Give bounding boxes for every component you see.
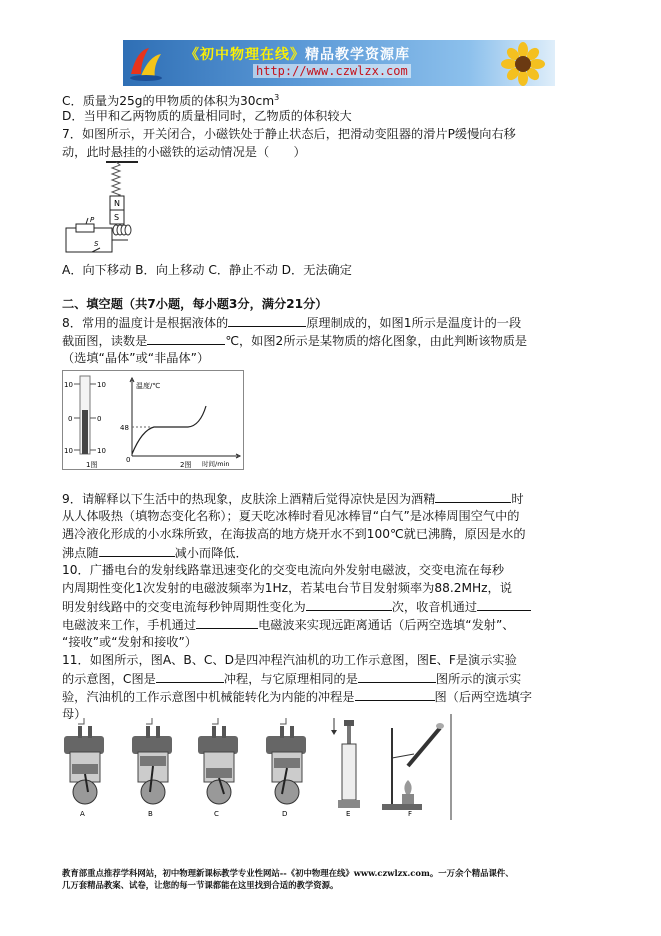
- thermo-tick-right-0: 0: [97, 415, 102, 423]
- q11-text-4: 验，汽油机的工作示意图中机械能转化为内能的冲程是: [62, 690, 355, 704]
- engine-strokes-figure: [62, 714, 452, 820]
- engine-label-d: D: [282, 810, 288, 818]
- q9-text-2: 时: [511, 492, 524, 506]
- thermo-tick-right-10: 10: [97, 381, 106, 389]
- thermo-tick-right-neg10: 10: [97, 447, 106, 455]
- q8-line-3: （选填“晶体”或“非晶体”）: [62, 351, 210, 365]
- q9-text-1: 9．请解释以下生活中的热现象，皮肤涂上酒精后觉得凉快是因为酒精: [62, 492, 436, 506]
- magnet-n-label: N: [114, 199, 120, 208]
- magnet-s-label: S: [114, 213, 120, 222]
- q7-line-2: 动，此时悬挂的小磁铁的运动情况是（ ）: [62, 145, 306, 159]
- switch-s-label: S: [94, 240, 99, 248]
- q9-blank-2[interactable]: [99, 544, 175, 557]
- q11-text-5: 图（后两空选填字: [434, 690, 532, 704]
- banner-title-main: 《初中物理在线》: [185, 47, 305, 63]
- q8-line-1: [62, 314, 521, 331]
- option-d-line: D．当甲和乙两物质的质量相同时，乙物质的体积较大: [62, 109, 352, 123]
- engine-stroke-d: [266, 726, 306, 804]
- figure-2-caption: 2图: [180, 461, 192, 469]
- q11-blank-3[interactable]: [355, 688, 435, 701]
- q9-line-1: [62, 490, 524, 507]
- q11-blank-2[interactable]: [358, 670, 436, 683]
- option-c-line: [62, 90, 279, 109]
- q11-blank-1[interactable]: [156, 670, 224, 683]
- q7-line-1: 7．如图所示，开关闭合，小磁铁处于静止状态后，把滑动变阻器的滑片P缓慢向右移: [62, 127, 516, 141]
- thermo-tick-left-0: 0: [68, 415, 73, 423]
- q11-line-3: [62, 688, 532, 705]
- thermo-tick-left-neg10: 10: [64, 447, 73, 455]
- q10-blank-2[interactable]: [477, 598, 531, 611]
- q10-line-3: [62, 598, 531, 615]
- q10-blank-3[interactable]: [196, 616, 258, 629]
- q9-blank-1[interactable]: [435, 490, 511, 503]
- engine-stroke-c: [198, 726, 238, 804]
- figure-1-caption: 1图: [86, 461, 98, 469]
- q10-line-1: 10．广播电台的发射线路靠迅速变化的交变电流向外发射电磁波，交变电流在每秒: [62, 563, 505, 577]
- demo-label-e: E: [346, 810, 351, 818]
- graph-xlabel: 时间/min: [202, 460, 230, 468]
- graph-origin-label: 0: [126, 456, 131, 464]
- q11-text-3: 图所示的演示实: [435, 672, 522, 686]
- q8-text-4: ℃，如图2所示是某物质的熔化图象，由此判断该物质是: [225, 334, 528, 348]
- sunflower-icon: [495, 42, 551, 86]
- header-banner: [123, 40, 555, 86]
- banner-title: [185, 44, 410, 64]
- q10-line-2: 内周期性变化1次发射的电磁波频率为1Hz，若某电台节目发射频率为88.2MHz，说: [62, 581, 512, 595]
- engine-stroke-b: [132, 726, 172, 804]
- footer-line-1: 教育部重点推荐学科网站，初中物理新课标教学专业性网站--《初中物理在线》www.czwlzx.com。一万余个精品课件、: [62, 868, 514, 878]
- engine-label-a: A: [80, 810, 85, 818]
- q9-text-3: 沸点随: [62, 546, 99, 560]
- q7-options: A．向下移动 B．向上移动 C．静止不动 D．无法确定: [62, 263, 352, 277]
- q10-text-3: 电磁波来工作，手机通过: [62, 618, 197, 632]
- q8-text-1: 8．常用的温度计是根据液体的: [62, 316, 229, 330]
- banner-url[interactable]: http://www.czwlzx.com: [253, 64, 411, 78]
- footer-line-2: 几万套精品教案、试卷，让您的每一节课都能在这里找到合适的教学资源。: [62, 880, 339, 890]
- q10-blank-1[interactable]: [306, 598, 392, 611]
- demo-e-piston: [331, 718, 360, 808]
- q11-line-4: 母）: [62, 707, 87, 721]
- q8-text-3: 截面图，读数是: [62, 334, 148, 348]
- thermo-tick-left-10: 10: [64, 381, 73, 389]
- q8-line-2: [62, 332, 527, 349]
- q8-blank-1[interactable]: [228, 314, 306, 327]
- cm3-superscript: 3: [274, 93, 280, 102]
- q11-text-2: 冲程，与它原理相同的是: [223, 672, 358, 686]
- q10-text-1: 明发射线路中的交变电流每秒钟周期性变化为: [62, 600, 306, 614]
- q10-line-4: [62, 616, 514, 633]
- circuit-figure: [62, 160, 144, 256]
- site-logo: [127, 44, 165, 82]
- option-c-text: C．质量为25g的甲物质的体积为30cm: [62, 94, 275, 109]
- demo-f-test-tube: [382, 723, 444, 810]
- graph-ylabel: 温度/℃: [136, 382, 161, 390]
- banner-title-sub: 精品教学资源库: [305, 47, 410, 63]
- q8-text-2: 原理制成的，如图1所示是温度计的一段: [306, 316, 522, 330]
- demo-label-f: F: [408, 810, 413, 818]
- q10-text-4: 电磁波来实现远距离通话（后两空选填“发射”、: [258, 618, 515, 632]
- slider-p-label: P: [90, 216, 95, 224]
- q9-line-3: 遇冷液化形成的小水珠所致，在海拔高的地方烧开水不到100℃就已沸腾，原因是水的: [62, 527, 526, 541]
- q8-blank-2[interactable]: [147, 332, 225, 345]
- q9-line-4: [62, 544, 248, 561]
- q10-text-2: 次，收音机通过: [391, 600, 478, 614]
- engine-label-b: B: [148, 810, 153, 818]
- q11-line-1: 11．如图所示，图A、B、C、D是四冲程汽油机的功工作示意图，图E、F是演示实验: [62, 653, 517, 667]
- q9-line-2: 从人体吸热（填物态变化名称）；夏天吃冰棒时看见冰棒冒“白气”是冰棒周围空气中的: [62, 509, 520, 523]
- q10-line-5: “接收”或“发射和接收”）: [62, 635, 197, 649]
- section-2-heading: 二、填空题（共7小题，每小题3分，满分21分）: [62, 297, 328, 311]
- thermometer-graph-figure: [62, 370, 244, 470]
- q9-text-4: 减小而降低．: [174, 546, 248, 560]
- q11-line-2: [62, 670, 521, 687]
- engine-stroke-a: [64, 726, 104, 804]
- graph-tick-48: 48: [120, 424, 129, 432]
- q11-text-1: 的示意图，C图是: [62, 672, 156, 686]
- engine-label-c: C: [214, 810, 219, 818]
